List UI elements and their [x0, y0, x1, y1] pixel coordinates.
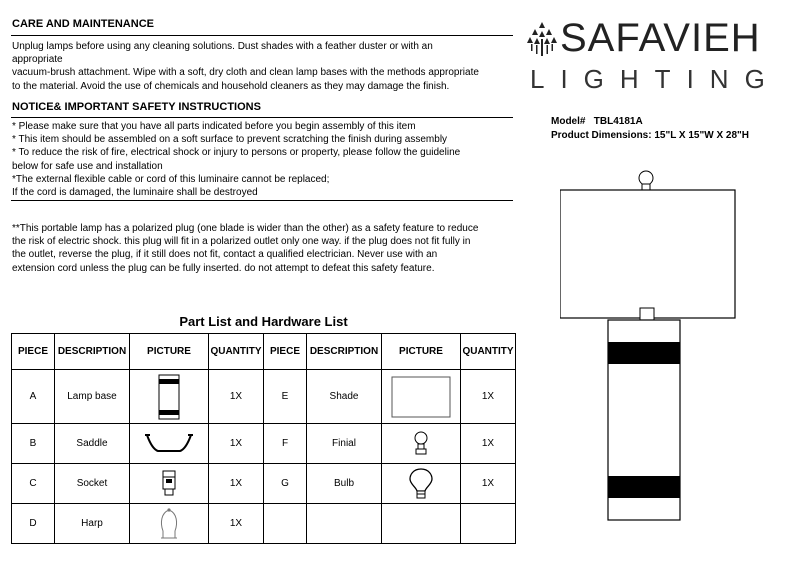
harp-icon [157, 507, 181, 541]
product-dimensions: Product Dimensions: 15"L X 15"W X 28"H [551, 130, 749, 141]
parts-table [11, 333, 516, 544]
picture-cell [382, 424, 461, 464]
picture-cell [130, 370, 209, 424]
finial-icon [413, 430, 429, 458]
quantity-cell: 1X [209, 370, 264, 424]
description-cell [307, 504, 382, 544]
picture-cell [382, 370, 461, 424]
table-header-row [12, 334, 516, 370]
care-divider [11, 35, 513, 36]
safety-divider [11, 117, 513, 118]
safety-end-divider [11, 200, 513, 201]
table-title: Part List and Hardware List [179, 314, 348, 329]
quantity-cell: 1X [209, 464, 264, 504]
plug-line: extension cord unless the plug can be fully inserted. do not attempt to defeat this safety feature. [12, 262, 435, 274]
piece-cell: C [12, 464, 55, 504]
lamp-base-icon [158, 374, 180, 420]
brand-name: SAFAVIEH [560, 16, 761, 60]
plug-line: the outlet, reverse the plug, if it still does not fit, contact a qualified electrician. Never use with an [12, 249, 438, 261]
safety-line: * This item should be assembled on a soft surface to prevent scratching the finish during assembly [12, 134, 448, 146]
plug-line: **This portable lamp has a polarized plug (one blade is wider than the other) as a safety feature to reduce [12, 223, 479, 234]
piece-cell: B [12, 424, 55, 464]
table-row [12, 370, 516, 424]
care-line: vacuum-brush attachment. Wipe with a soft, dry cloth and clean lamp bases with the methods appropriate [12, 67, 479, 79]
description-cell: Socket [55, 464, 130, 504]
bulb-icon [408, 467, 434, 501]
header-description: DESCRIPTION [307, 334, 382, 370]
description-cell: Bulb [307, 464, 382, 504]
quantity-cell [461, 504, 516, 544]
lamp-illustration [560, 168, 740, 568]
plug-line: the risk of electric shock. this plug will fit in a polarized outlet only one way. if the plug does not fit fully in [12, 236, 471, 248]
quantity-cell: 1X [209, 504, 264, 544]
quantity-cell: 1X [209, 424, 264, 464]
plug-paragraph [12, 222, 478, 275]
picture-cell [130, 464, 209, 504]
table-row [12, 464, 516, 504]
safety-line: * Please make sure that you have all parts indicated before you begin assembly of this item [12, 121, 416, 132]
description-cell: Shade [307, 370, 382, 424]
description-cell: Harp [55, 504, 130, 544]
care-line: to the material. Avoid the use of chemicals and household cleaners as they may damage the finish. [12, 80, 450, 92]
picture-cell [382, 464, 461, 504]
quantity-cell: 1X [461, 424, 516, 464]
header-picture: PICTURE [130, 334, 209, 370]
piece-cell: E [264, 370, 307, 424]
table-row [12, 504, 516, 544]
shade-drawing [560, 190, 735, 318]
description-cell: Finial [307, 424, 382, 464]
header-quantity: QUANTITY [461, 334, 516, 370]
safety-line: below for safe use and installation [12, 160, 163, 172]
description-cell: Saddle [55, 424, 130, 464]
piece-cell [264, 504, 307, 544]
neck-drawing [640, 308, 654, 320]
care-line: Unplug lamps before using any cleaning solutions. Dust shades with a feather duster or with an [12, 41, 433, 52]
model-number: Model# TBL4181A [551, 116, 643, 127]
description-cell: Lamp base [55, 370, 130, 424]
care-paragraph [12, 40, 479, 93]
table-row [12, 424, 516, 464]
saddle-icon [144, 431, 194, 457]
piece-cell: D [12, 504, 55, 544]
safety-line: * To reduce the risk of fire, electrical shock or injury to persons or property, please follow the guideline [12, 147, 461, 159]
safety-paragraph [12, 120, 460, 199]
piece-cell: A [12, 370, 55, 424]
quantity-cell: 1X [461, 464, 516, 504]
safety-heading: NOTICE& IMPORTANT SAFETY INSTRUCTIONS [12, 101, 261, 113]
finial-drawing [639, 171, 653, 190]
chandelier-logo-icon [527, 22, 557, 61]
header-quantity: QUANTITY [209, 334, 264, 370]
shade-icon [391, 376, 451, 418]
brand-sub: LIGHTING [530, 64, 781, 94]
safety-line: *The external flexible cable or cord of this luminaire cannot be replaced; [12, 173, 330, 185]
piece-cell: F [264, 424, 307, 464]
header-description: DESCRIPTION [55, 334, 130, 370]
socket-icon [160, 469, 178, 499]
picture-cell [130, 504, 209, 544]
picture-cell [382, 504, 461, 544]
care-heading: CARE AND MAINTENANCE [12, 18, 154, 30]
header-picture: PICTURE [382, 334, 461, 370]
quantity-cell: 1X [461, 370, 516, 424]
piece-cell: G [264, 464, 307, 504]
header-piece: PIECE [264, 334, 307, 370]
base-drawing [608, 320, 680, 520]
safety-line: If the cord is damaged, the luminaire shall be destroyed [12, 187, 258, 199]
header-piece: PIECE [12, 334, 55, 370]
picture-cell [130, 424, 209, 464]
care-line: appropriate [12, 54, 63, 66]
